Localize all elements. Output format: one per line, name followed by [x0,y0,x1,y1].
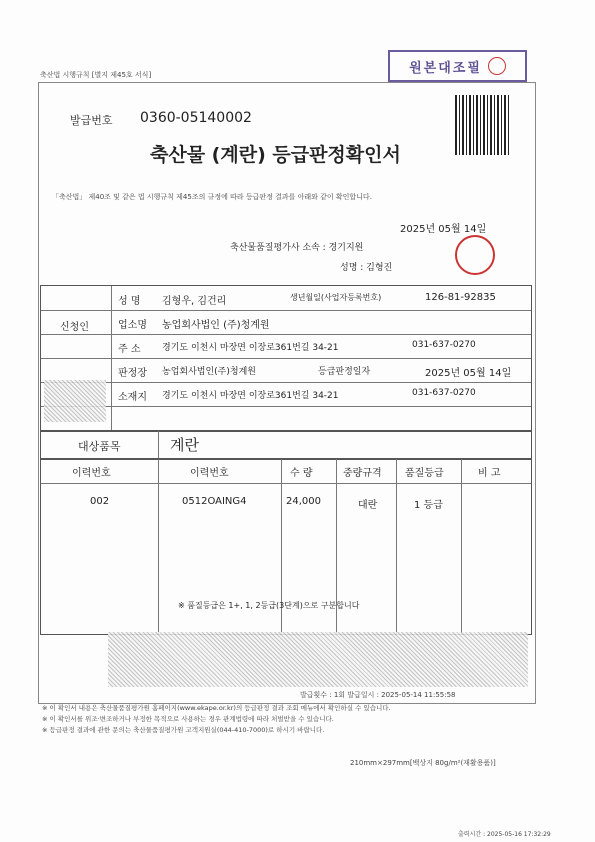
print-time: 출력시간 : 2025-05-16 17:32:29 [458,831,551,838]
paper-size: 210mm×297mm[백상지 80g/m²(재활용품)] [350,759,496,767]
footnote-2: ※ 이 확인서를 위조·변조하거나 부정한 목적으로 사용하는 경우 관계법령에 따라 처벌받을 수 있습니다. [42,715,334,723]
original-stamp-text: 원본대조필 [409,60,482,76]
applicant-label: 신청인 [60,322,89,333]
grade-note: ※ 품질등급은 1+, 1, 2등급(3단계)으로 구분합니다 [178,601,360,610]
place-label: 소재지 [118,392,147,403]
address-value: 경기도 이천시 마장면 이장로361번길 34-21 [162,343,339,353]
security-pattern [108,632,528,687]
office: 축산물품질평가사 소속 : 경기지원 [230,243,364,253]
header-trace-number: 이력번호 [190,468,229,479]
grader-label: 판정장 [118,368,147,379]
address-phone: 031-637-0270 [412,340,476,350]
blurred-side-note [44,380,106,422]
row-quantity: 24,000 [286,496,321,507]
business-label: 업소명 [118,320,147,331]
row-grade: 1 등급 [414,500,443,511]
header-weight: 중량규격 [343,468,382,479]
footnote-1: ※ 이 확인서 내용은 축산물품질평가원 홈페이지(www.ekape.or.kr)의 등급판정 결과 조회 메뉴에서 확인하실 수 있습니다. [42,704,391,712]
inspector: 성명 : 김형진 [340,263,393,273]
issue-time: 발급횟수 : 1회 발급일시 : 2025-05-14 11:55:58 [300,691,456,699]
name-value: 김형우, 김건리 [162,296,227,307]
place-phone: 031-637-0270 [412,388,476,398]
row-trace: 0512OAING4 [182,496,247,507]
seal-icon [488,57,506,75]
footnotes [42,703,532,736]
form-reference: 축산법 시행규칙 [별지 제45호 서식] [40,71,152,79]
applicant-table [40,285,532,432]
row-weight: 대란 [358,500,378,511]
birth-value: 126-81-92835 [425,292,496,303]
issue-date: 2025년 05월 14일 [400,224,487,235]
qr-code-icon[interactable] [455,95,510,155]
place-value: 경기도 이천시 마장면 이장로361번길 34-21 [162,391,339,401]
document-title: 축산물 (계란) 등급판정확인서 [150,144,401,166]
birth-label: 생년월일(사업자등록번호) [290,293,382,302]
grader-value: 농업회사법인(주)청계원 [162,367,256,377]
address-label: 주 소 [118,344,141,355]
business-value: 농업회사법인 (주)청계원 [162,320,270,331]
grading-date-label: 등급판정일자 [318,367,371,377]
name-label: 성 명 [118,296,141,307]
intro-text: 「축산법」 제40조 및 같은 법 시행규칙 제45조의 규정에 따라 등급판정 결과를 아래와 같이 확인합니다. [52,193,372,201]
issue-number: 0360-05140002 [140,110,252,126]
original-copy-stamp [388,50,527,82]
header-lot-number: 이력번호 [72,468,111,479]
issue-number-label: 발급번호 [70,114,113,127]
official-seal-icon [455,235,495,275]
watermark-icon [110,642,150,680]
item-value: 계란 [170,436,199,454]
header-remarks: 비 고 [478,468,501,479]
header-quantity: 수 량 [290,468,313,479]
grading-date-value: 2025년 05월 14일 [425,368,512,379]
item-label: 대상품목 [78,440,121,453]
header-grade: 품질등급 [405,468,444,479]
footnote-3: ※ 등급판정 결과에 관한 문의는 축산물품질평가원 고객지원실(044-410-7000)로 하시기 바랍니다. [42,726,325,734]
row-lot: 002 [90,496,110,507]
